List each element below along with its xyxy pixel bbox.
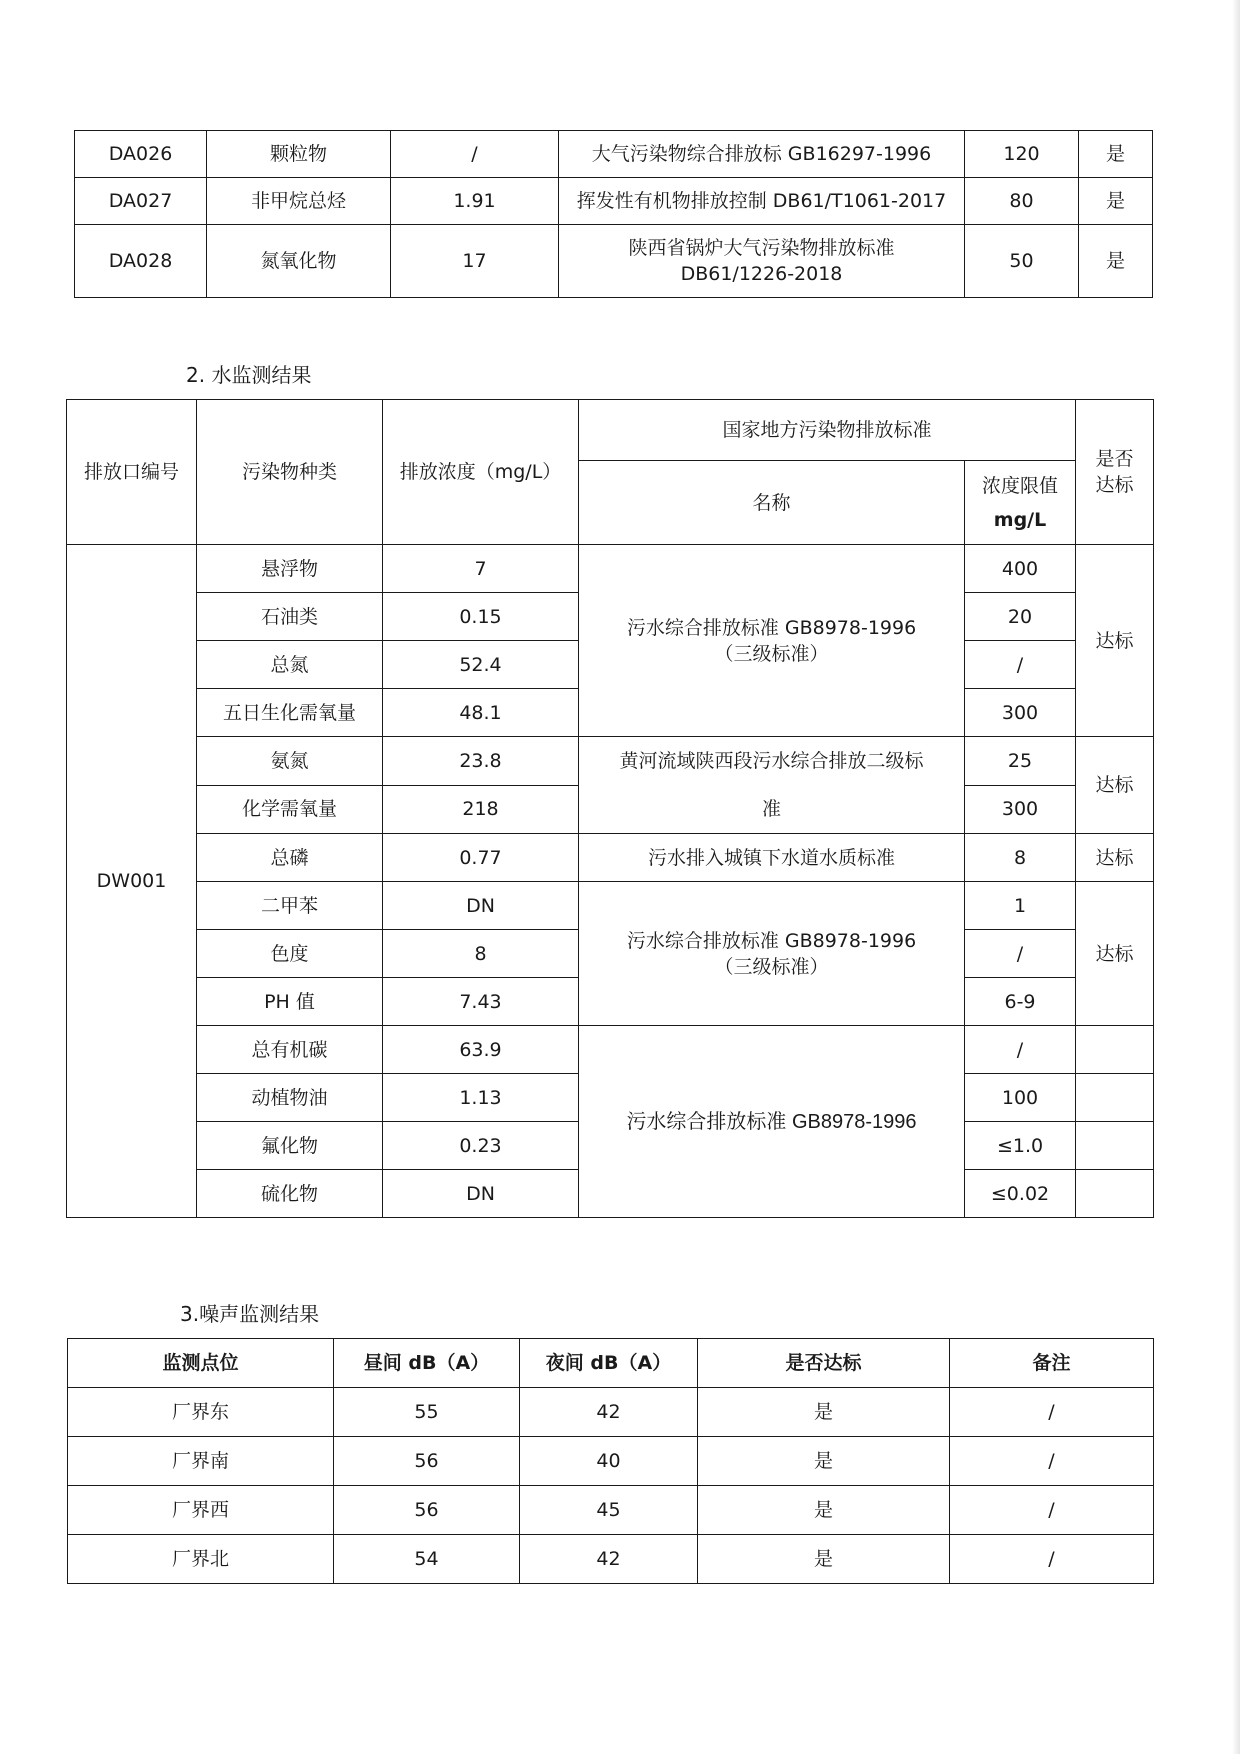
compliance-value: 是 bbox=[1079, 225, 1153, 298]
header-standard-name: 名称 bbox=[579, 461, 965, 545]
limit-value: 300 bbox=[965, 689, 1076, 737]
concentration-value: 48.1 bbox=[383, 689, 579, 737]
day-value: 54 bbox=[334, 1535, 520, 1584]
table-row bbox=[67, 737, 1154, 786]
outlet-id: DA027 bbox=[75, 178, 207, 225]
header-standard-group: 国家地方污染物排放标准 bbox=[579, 400, 1076, 461]
header-compliant-line1: 是否 bbox=[1095, 448, 1134, 470]
remark-value: / bbox=[950, 1388, 1154, 1437]
monitoring-point: 厂界东 bbox=[68, 1388, 334, 1437]
pollutant-name: PH 值 bbox=[197, 978, 383, 1026]
concentration-value: 63.9 bbox=[383, 1026, 579, 1074]
concentration-value: 1.91 bbox=[391, 178, 559, 225]
concentration-value: 8 bbox=[383, 930, 579, 978]
limit-value: / bbox=[965, 930, 1076, 978]
table-row bbox=[75, 131, 1153, 178]
standard-name bbox=[579, 545, 965, 737]
limit-value: 6-9 bbox=[965, 978, 1076, 1026]
monitoring-point: 厂界北 bbox=[68, 1535, 334, 1584]
limit-value: 8 bbox=[965, 834, 1076, 882]
concentration-value: 0.15 bbox=[383, 593, 579, 641]
header-point: 监测点位 bbox=[68, 1339, 334, 1388]
compliance-value: 是 bbox=[698, 1535, 950, 1584]
outlet-id: DA026 bbox=[75, 131, 207, 178]
standard-name-line2: （三级标准） bbox=[714, 642, 829, 665]
header-day: 昼间 dB（A） bbox=[334, 1339, 520, 1388]
header-limit-line2: mg/L bbox=[993, 508, 1047, 531]
night-value: 40 bbox=[520, 1437, 698, 1486]
compliance-value: 是 bbox=[698, 1437, 950, 1486]
compliance-value bbox=[1076, 1074, 1154, 1122]
water-monitoring-table bbox=[66, 399, 1154, 1218]
pollutant-name: 五日生化需氧量 bbox=[197, 689, 383, 737]
table-row bbox=[75, 178, 1153, 225]
header-concentration: 排放浓度（mg/L） bbox=[383, 400, 579, 545]
pollutant-name: 石油类 bbox=[197, 593, 383, 641]
limit-value: / bbox=[965, 1026, 1076, 1074]
standard-name: 污水排入城镇下水道水质标准 bbox=[579, 834, 965, 882]
standard-name-line1: 污水综合排放标准 GB8978-1996 bbox=[626, 616, 917, 639]
limit-value: ≤0.02 bbox=[965, 1170, 1076, 1218]
table-row bbox=[68, 1535, 1154, 1584]
table-row bbox=[67, 834, 1154, 882]
concentration-value: / bbox=[391, 131, 559, 178]
concentration-value: 0.23 bbox=[383, 1122, 579, 1170]
concentration-value: DN bbox=[383, 882, 579, 930]
limit-value: 80 bbox=[965, 178, 1079, 225]
standard-name-line1: 黄河流域陕西段污水综合排放二级标 bbox=[619, 750, 924, 772]
air-monitoring-table bbox=[74, 130, 1153, 298]
limit-value: 20 bbox=[965, 593, 1076, 641]
header-compliant-line2: 达标 bbox=[1095, 474, 1134, 496]
limit-value: 120 bbox=[965, 131, 1079, 178]
monitoring-point: 厂界西 bbox=[68, 1486, 334, 1535]
compliance-value: 达标 bbox=[1076, 882, 1154, 1026]
concentration-value: 218 bbox=[383, 785, 579, 834]
header-outlet-id: 排放口编号 bbox=[67, 400, 197, 545]
header-compliant bbox=[1076, 400, 1154, 545]
pollutant-name: 总有机碳 bbox=[197, 1026, 383, 1074]
concentration-value: 7.43 bbox=[383, 978, 579, 1026]
pollutant-name: 总氮 bbox=[197, 641, 383, 689]
day-value: 56 bbox=[334, 1486, 520, 1535]
standard-name bbox=[579, 737, 965, 834]
compliance-value: 达标 bbox=[1076, 737, 1154, 834]
concentration-value: 0.77 bbox=[383, 834, 579, 882]
table-row bbox=[68, 1486, 1154, 1535]
pollutant-name: 硫化物 bbox=[197, 1170, 383, 1218]
pollutant-name: 氟化物 bbox=[197, 1122, 383, 1170]
noise-monitoring-table bbox=[67, 1338, 1154, 1584]
limit-value: / bbox=[965, 641, 1076, 689]
limit-value: 1 bbox=[965, 882, 1076, 930]
header-remark: 备注 bbox=[950, 1339, 1154, 1388]
remark-value: / bbox=[950, 1535, 1154, 1584]
concentration-value: DN bbox=[383, 1170, 579, 1218]
outlet-id: DA028 bbox=[75, 225, 207, 298]
night-value: 42 bbox=[520, 1388, 698, 1437]
table-row bbox=[67, 882, 1154, 930]
compliance-value: 达标 bbox=[1076, 834, 1154, 882]
compliance-value bbox=[1076, 1122, 1154, 1170]
pollutant-name: 颗粒物 bbox=[207, 131, 391, 178]
compliance-value bbox=[1076, 1170, 1154, 1218]
pollutant-name: 悬浮物 bbox=[197, 545, 383, 593]
header-limit bbox=[965, 461, 1076, 545]
concentration-value: 1.13 bbox=[383, 1074, 579, 1122]
header-row bbox=[68, 1339, 1154, 1388]
pollutant-name: 动植物油 bbox=[197, 1074, 383, 1122]
limit-value: ≤1.0 bbox=[965, 1122, 1076, 1170]
monitoring-point: 厂界南 bbox=[68, 1437, 334, 1486]
pollutant-name: 色度 bbox=[197, 930, 383, 978]
compliance-value: 是 bbox=[698, 1486, 950, 1535]
table-row bbox=[68, 1437, 1154, 1486]
standard-name-line2: （三级标准） bbox=[714, 955, 829, 978]
standard-name: 污水综合排放标准 GB8978-1996 bbox=[579, 1026, 965, 1218]
water-section-title: 2. 水监测结果 bbox=[186, 363, 312, 387]
standard-name-line2: DB61/1226-2018 bbox=[680, 263, 843, 285]
concentration-value: 17 bbox=[391, 225, 559, 298]
limit-value: 100 bbox=[965, 1074, 1076, 1122]
header-compliant: 是否达标 bbox=[698, 1339, 950, 1388]
pollutant-name: 氮氧化物 bbox=[207, 225, 391, 298]
standard-name bbox=[559, 225, 965, 298]
noise-section-title: 3.噪声监测结果 bbox=[180, 1302, 320, 1326]
pollutant-name: 二甲苯 bbox=[197, 882, 383, 930]
page-edge-shadow bbox=[1232, 0, 1240, 1754]
limit-value: 300 bbox=[965, 785, 1076, 834]
night-value: 45 bbox=[520, 1486, 698, 1535]
table-row bbox=[68, 1388, 1154, 1437]
day-value: 56 bbox=[334, 1437, 520, 1486]
pollutant-name: 氨氮 bbox=[197, 737, 383, 786]
concentration-value: 7 bbox=[383, 545, 579, 593]
compliance-value: 是 bbox=[698, 1388, 950, 1437]
standard-name: 挥发性有机物排放控制 DB61/T1061-2017 bbox=[559, 178, 965, 225]
standard-name-line2: 准 bbox=[761, 798, 781, 820]
outlet-id-cell: DW001 bbox=[67, 545, 197, 1218]
limit-value: 25 bbox=[965, 737, 1076, 786]
concentration-value: 52.4 bbox=[383, 641, 579, 689]
standard-name-line1: 污水综合排放标准 GB8978-1996 bbox=[626, 929, 917, 952]
standard-name-line1: 陕西省锅炉大气污染物排放标准 bbox=[628, 237, 895, 259]
table-row bbox=[75, 225, 1153, 298]
header-night: 夜间 dB（A） bbox=[520, 1339, 698, 1388]
standard-name bbox=[579, 882, 965, 1026]
pollutant-name: 总磷 bbox=[197, 834, 383, 882]
pollutant-name: 化学需氧量 bbox=[197, 785, 383, 834]
table-row bbox=[67, 1026, 1154, 1074]
compliance-value bbox=[1076, 1026, 1154, 1074]
remark-value: / bbox=[950, 1437, 1154, 1486]
compliance-value: 达标 bbox=[1076, 545, 1154, 737]
standard-name: 大气污染物综合排放标 GB16297-1996 bbox=[559, 131, 965, 178]
compliance-value: 是 bbox=[1079, 131, 1153, 178]
remark-value: / bbox=[950, 1486, 1154, 1535]
concentration-value: 23.8 bbox=[383, 737, 579, 786]
limit-value: 50 bbox=[965, 225, 1079, 298]
header-row bbox=[67, 400, 1154, 461]
limit-value: 400 bbox=[965, 545, 1076, 593]
table-row bbox=[67, 545, 1154, 593]
pollutant-name: 非甲烷总烃 bbox=[207, 178, 391, 225]
day-value: 55 bbox=[334, 1388, 520, 1437]
night-value: 42 bbox=[520, 1535, 698, 1584]
header-limit-line1: 浓度限值 bbox=[982, 474, 1059, 497]
compliance-value: 是 bbox=[1079, 178, 1153, 225]
header-pollutant-type: 污染物种类 bbox=[197, 400, 383, 545]
